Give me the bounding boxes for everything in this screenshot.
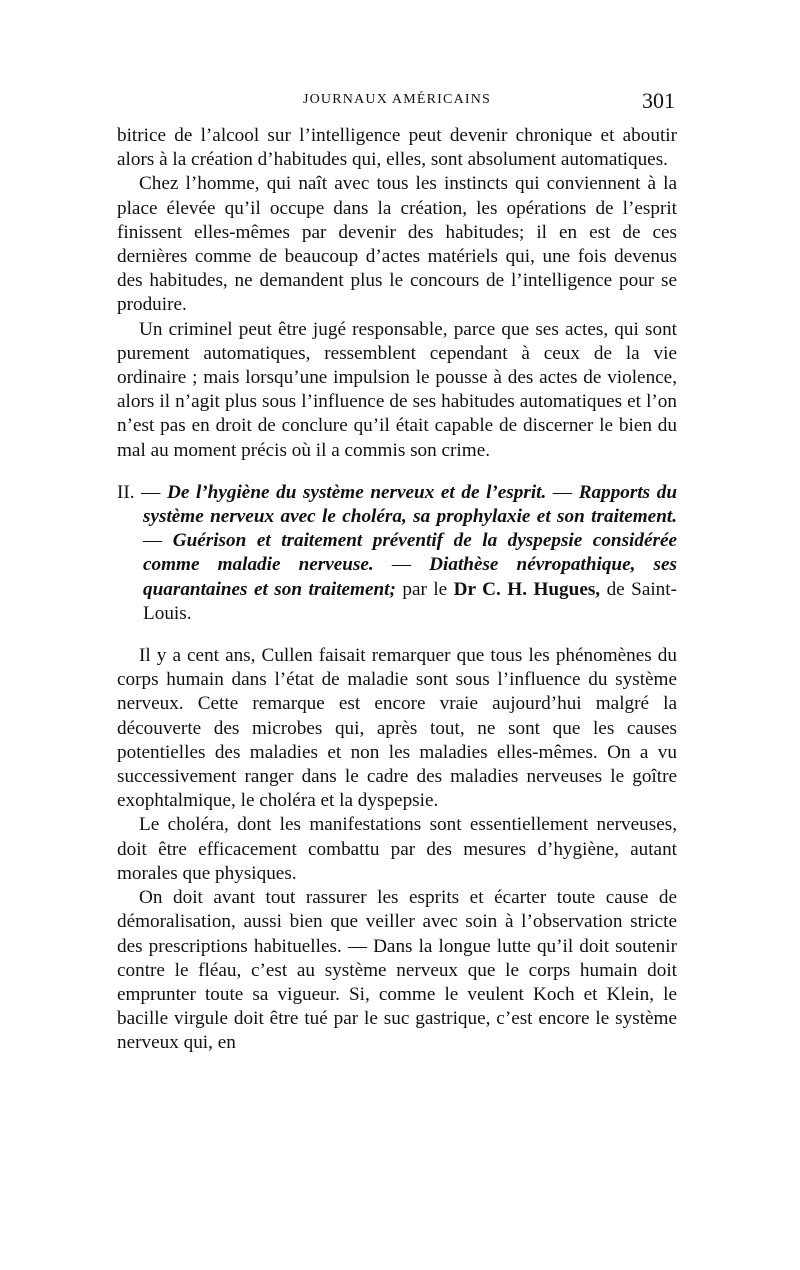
section-dash: — <box>373 554 430 576</box>
paragraph-2: Chez l’homme, qui naît avec tous les instincts qui conviennent à la place élevée qu’il occupe dans la création, les opérations de l’esprit finissent elles-mêmes par devenir des habitudes; il en est de ces dernières comme de beaucoup d’actes matériels qui, une fois devenus des habitudes, ne demandent plus le concours de l’intelligence pour se produire. <box>117 173 677 316</box>
author-name: Dr C. H. Hugues, <box>453 578 601 600</box>
section-title-3: Guérison et traitement préventif de la dyspepsie considérée comme maladie nerveuse. <box>143 530 677 576</box>
section-dash: — <box>134 481 167 503</box>
section-number: II. <box>117 481 135 503</box>
body-text <box>117 124 677 463</box>
section-title-4: Diathèse névropathique, ses quarantaines et son traitement; <box>143 554 677 600</box>
section-gap <box>117 463 677 481</box>
book-page <box>117 88 677 1056</box>
section-dash: — <box>546 481 579 503</box>
running-head <box>117 88 677 124</box>
paragraph-1: bitrice de l’alcool sur l’intelligence peut devenir chronique et aboutir alors à la création d’habitudes qui, elles, sont absolument automatiques. <box>117 125 677 171</box>
section-title-1: De l’hygiène du système nerveux et de l’esprit. <box>166 481 547 503</box>
section-dash: — <box>143 530 173 552</box>
body-text-2 <box>117 644 677 1055</box>
author-place: de Saint-Louis. <box>143 578 677 624</box>
paragraph-3: Un criminel peut être jugé responsable, parce que ses actes, qui sont purement automatiques, ressemblent cependant à ceux de la vie ordinaire ; mais lorsqu’une impulsion le pousse à des actes de violence, alors il n’agit plus sous l’influence de ses habitudes automatiques et l’on n’est pas en droit de conclure qu’il était capable de discerner le bien du mal au moment précis où il a commis son crime. <box>117 318 677 461</box>
paragraph-5: Le choléra, dont les manifestations sont essentiellement nerveuses, doit être efficacement combattu par des mesures d’hygiène, autant morales que physiques. <box>117 814 677 884</box>
page-number: 301 <box>642 88 675 113</box>
paragraph-4: Il y a cent ans, Cullen faisait remarquer que tous les phénomènes du corps humain dans l’état de maladie sont sous l’influence du système nerveux. Cette remarque est encore vraie aujourd’hui malgré la découverte des microbes qui, après tout, ne sont que les causes potentielles des maladies et non les maladies elles-mêmes. On a vu successivement ranger dans le cadre des maladies nerveuses le goître exophtalmique, le choléra et la dyspepsie. <box>117 645 677 812</box>
byline-prefix: par le <box>395 578 454 600</box>
paragraph-6: On doit avant tout rassurer les esprits et écarter toute cause de démoralisation, aussi bien que veiller avec soin à l’observation stricte des prescriptions habituelles. — Dans la longue lutte qu’il doit soutenir contre le fléau, c’est au système nerveux que le corps humain doit emprunter toute sa vigueur. Si, comme le veulent Koch et Klein, le bacille virgule doit être tué par le suc gastrique, c’est encore le système nerveux qui, en <box>117 887 677 1054</box>
running-title: JOURNAUX AMÉRICAINS <box>302 92 492 107</box>
section-heading <box>117 481 677 626</box>
section-title-2: Rapports du système nerveux avec le choléra, sa prophylaxie et son traitement. <box>143 481 678 528</box>
section-gap <box>117 626 677 644</box>
